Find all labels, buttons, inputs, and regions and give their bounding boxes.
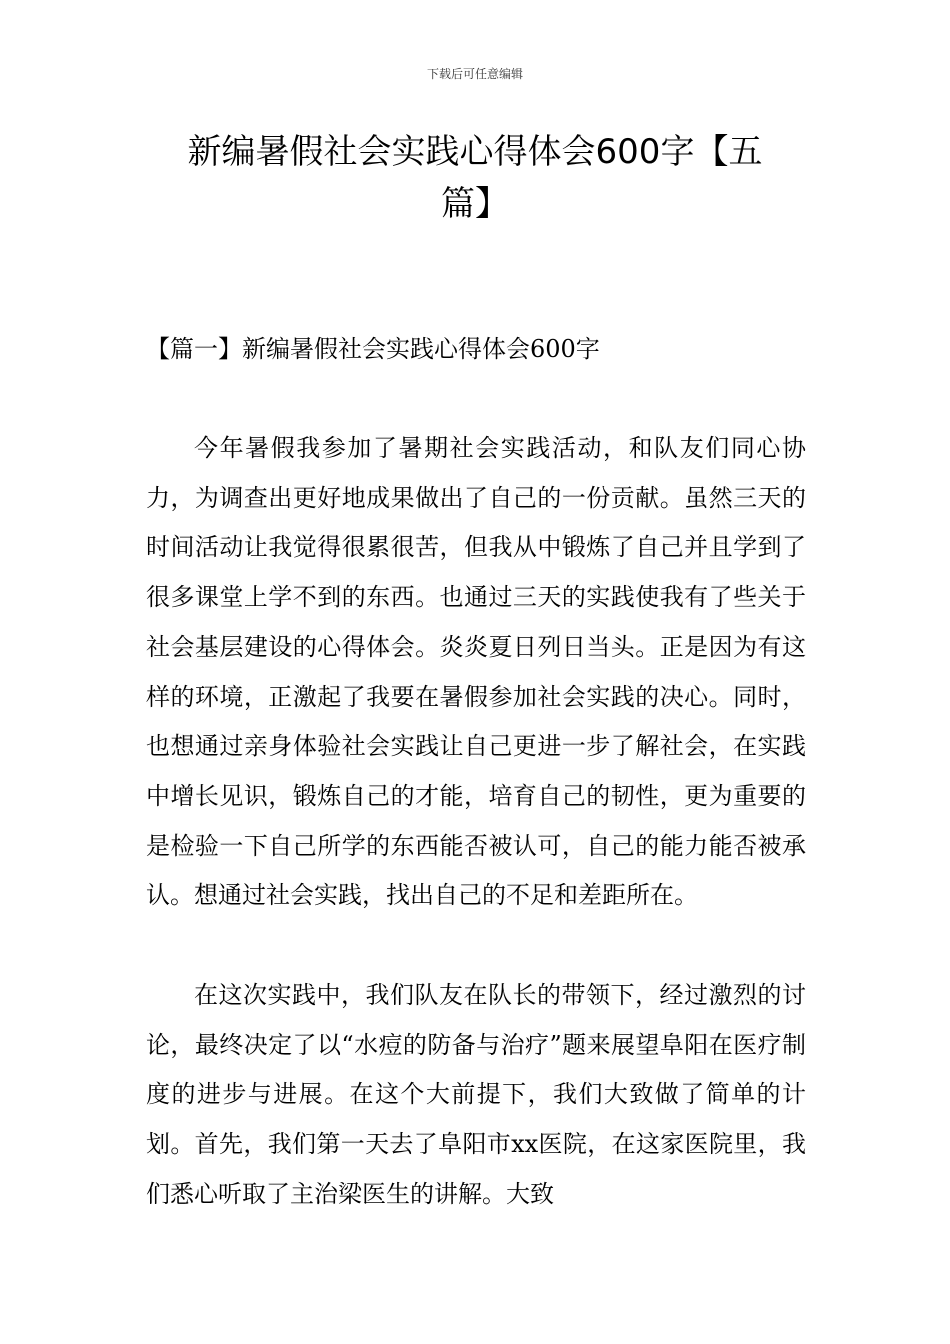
header-note: 下载后可任意编辑 (426, 67, 523, 81)
body-paragraph-1: 今年暑假我参加了暑期社会实践活动，和队友们同心协力，为调查出更好地成果做出了自己的一份贡献。虽然三天的时间活动让我觉得很累很苦，但我从中锻炼了自己并且学到了很多课堂上学不到的东西。也通过三天的实践使我有了些关于社会基层建设的心得体会。炎炎夏日列日当头。正是因为有这样的环境，正激起了我要在暑假参加社会实践的决心。同时，也想通过亲身体验社会实践让自己更进一步了解社会，在实践中增长见识，锻炼自己的才能，培育自己的韧性，更为重要的是检验一下自己所学的东西能否被认可，自己的能力能否被承认。想通过社会实践，找出自己的不足和差距所在。 (146, 434, 806, 910)
section-heading: 【篇一】新编暑假社会实践心得体会600字 (146, 335, 600, 363)
body-paragraph-2: 在这次实践中，我们队友在队长的带领下，经过激烈的讨论，最终决定了以“水痘的防备与治疗”题来展望阜阳在医疗制度的进步与进展。在这个大前提下，我们大致做了简单的计划。首先，我们第一天去了阜阳市xx医院，在这家医院里，我们悉心听取了主治梁医生的讲解。大致 (146, 981, 806, 1208)
document-title: 新编暑假社会实践心得体会600字【五篇】 (187, 132, 763, 224)
